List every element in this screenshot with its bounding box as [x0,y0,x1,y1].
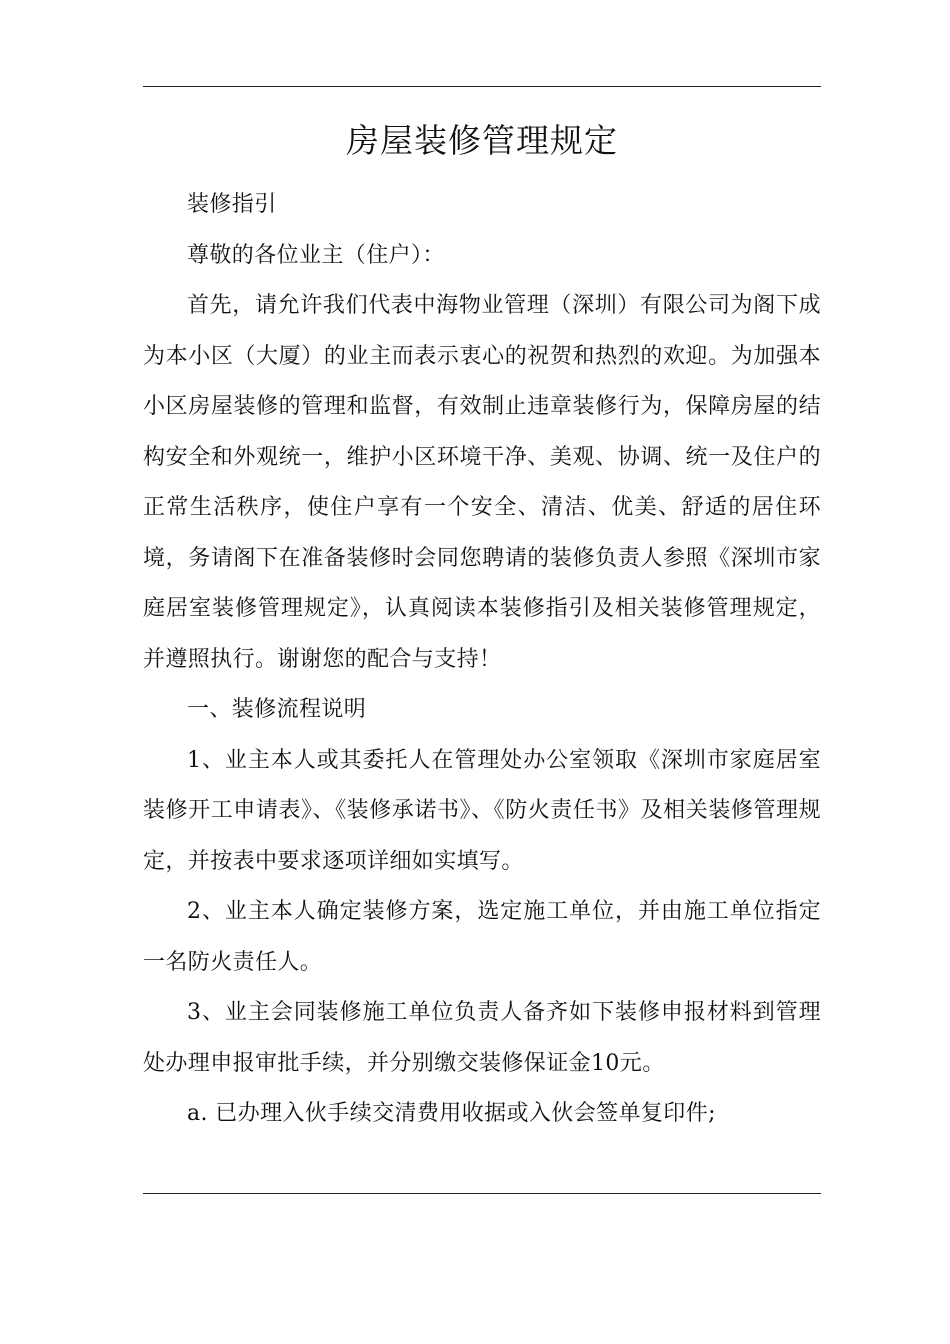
process-step-3: 3、业主会同装修施工单位负责人备齐如下装修申报材料到管理处办理申报审批手续，并分别缴交装修保证金10元。 [143,1000,821,1076]
footer-rule [143,1193,821,1194]
document-title: 房屋装修管理规定 [346,121,618,160]
process-step-2: 2、业主本人确定装修方案，选定施工单位，并由施工单位指定一名防火责任人。 [143,899,821,975]
process-step-1: 1、业主本人或其委托人在管理处办公室领取《深圳市家庭居室装修开工申请表》、《装修承诺书》、《防火责任书》及相关装修管理规定，并按表中要求逐项详细如实填写。 [143,747,821,874]
header-rule [143,86,821,87]
document-body [143,180,821,1140]
salutation: 尊敬的各位业主（住户）： [187,242,445,268]
intro-paragraph: 首先，请允许我们代表中海物业管理（深圳）有限公司为阁下成为本小区（大厦）的业主而表示衷心的祝贺和热烈的欢迎。为加强本小区房屋装修的管理和监督，有效制止违章装修行为，保障房屋的结构安全和外观统一，维护小区环境干净、美观、协调、统一及住户的正常生活秩序，使住户享有一个安全、清洁、优美、舒适的居住环境，务请阁下在准备装修时会同您聘请的装修负责人参照《深圳市家庭居室装修管理规定》，认真阅读本装修指引及相关装修管理规定，并遵照执行。谢谢您的配合与支持！ [143,293,821,672]
material-item-a: a. 已办理入伙手续交清费用收据或入伙会签单复印件; [187,1101,716,1126]
section-heading-process: 一、装修流程说明 [187,697,367,722]
section-heading-guide: 装修指引 [187,192,277,217]
